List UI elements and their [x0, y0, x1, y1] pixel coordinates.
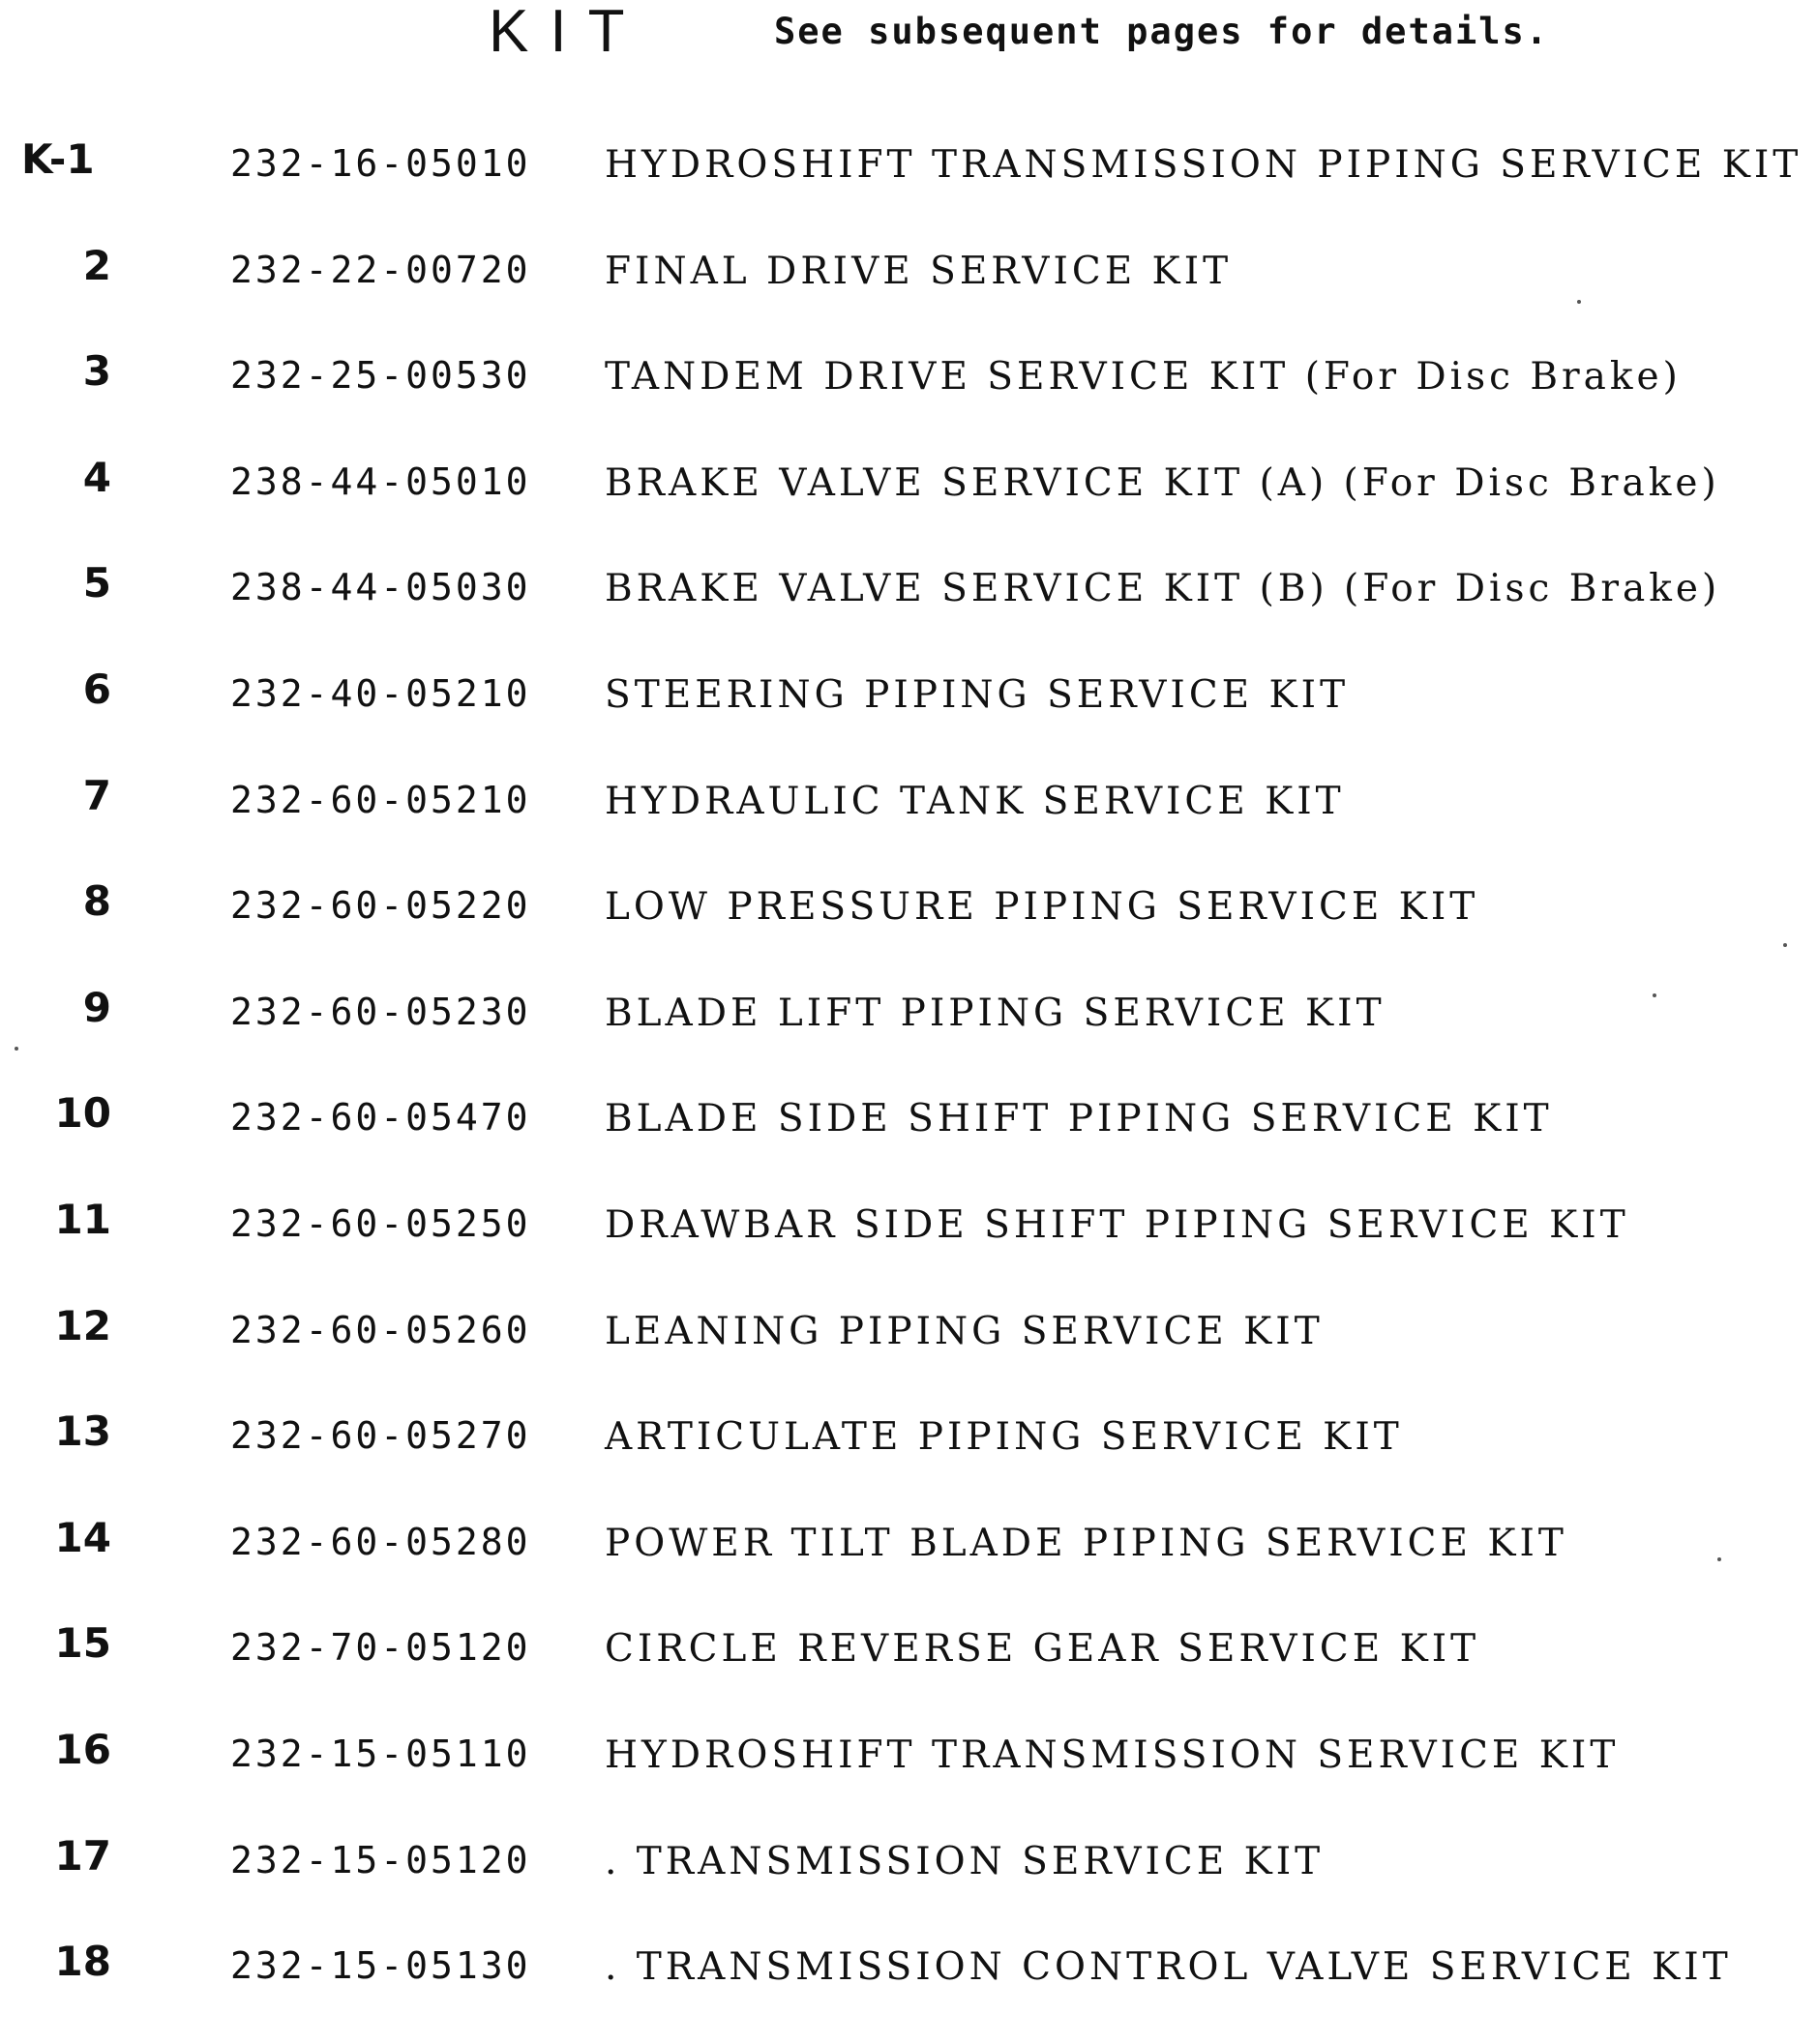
kit-number: 6 [82, 665, 111, 713]
kit-row [0, 1089, 1818, 1196]
kit-description: CIRCLE REVERSE GEAR SERVICE KIT [605, 1627, 1480, 1672]
kit-number: 10 [54, 1089, 111, 1138]
kit-description: HYDROSHIFT TRANSMISSION SERVICE KIT [605, 1733, 1620, 1777]
kit-number: 11 [54, 1195, 111, 1243]
kit-row [0, 877, 1818, 984]
kit-part-number: 232-15-05110 [230, 1732, 531, 1775]
kit-row [0, 666, 1818, 772]
kit-row [0, 347, 1818, 454]
kit-part-number: 232-22-00720 [230, 248, 531, 291]
kit-part-number: 232-60-05470 [230, 1096, 531, 1140]
kit-number: 13 [54, 1407, 111, 1456]
kit-part-number: 232-16-05010 [230, 142, 531, 185]
kit-number: 12 [54, 1301, 111, 1349]
kit-description: LOW PRESSURE PIPING SERVICE KIT [605, 885, 1479, 930]
kit-description: HYDRAULIC TANK SERVICE KIT [605, 779, 1345, 823]
kit-row [0, 242, 1818, 348]
kit-number: 9 [82, 983, 111, 1031]
kit-description: LEANING PIPING SERVICE KIT [605, 1309, 1324, 1353]
kit-part-number: 232-15-05120 [230, 1838, 531, 1881]
kit-number: 8 [82, 877, 111, 926]
kit-description: FINAL DRIVE SERVICE KIT [605, 249, 1233, 293]
kit-part-number: 232-25-00530 [230, 354, 531, 398]
kit-part-number: 232-60-05210 [230, 778, 531, 821]
kit-part-number: 232-60-05250 [230, 1201, 531, 1245]
scan-speck [1717, 1557, 1721, 1561]
kit-number: 3 [82, 347, 111, 396]
kit-part-number: 238-44-05030 [230, 566, 531, 609]
kit-row [0, 135, 1818, 242]
scan-speck [1653, 993, 1656, 997]
kit-description: BRAKE VALVE SERVICE KIT (B) (For Disc Brake) [605, 567, 1721, 611]
kit-description: POWER TILT BLADE PIPING SERVICE KIT [605, 1521, 1567, 1565]
kit-row [0, 772, 1818, 878]
kit-number: 17 [54, 1831, 111, 1880]
kit-part-number: 232-60-05230 [230, 990, 531, 1033]
kit-list [0, 135, 1818, 2044]
kit-part-number: 232-60-05220 [230, 884, 531, 928]
kit-description: STEERING PIPING SERVICE KIT [605, 672, 1350, 717]
kit-part-number: 232-60-05270 [230, 1414, 531, 1458]
kit-number: 14 [54, 1513, 111, 1561]
kit-part-number: 232-15-05130 [230, 1944, 531, 1988]
kit-number: 5 [82, 559, 111, 607]
kit-description: TANDEM DRIVE SERVICE KIT (For Disc Brake) [605, 355, 1682, 400]
kit-description: BRAKE VALVE SERVICE KIT (A) (For Disc Brake) [605, 460, 1720, 505]
kit-row [0, 1302, 1818, 1408]
header-note: See subsequent pages for details. [774, 11, 1550, 52]
kit-description: ARTICULATE PIPING SERVICE KIT [605, 1415, 1403, 1460]
kit-part-number: 238-44-05010 [230, 459, 531, 503]
kit-row [0, 559, 1818, 666]
kit-row [0, 1196, 1818, 1302]
kit-row [0, 1938, 1818, 2044]
kit-number: 15 [54, 1619, 111, 1668]
scan-speck [1783, 943, 1787, 947]
kit-number: 7 [82, 771, 111, 819]
kit-number: 18 [54, 1938, 111, 1986]
kit-row [0, 984, 1818, 1090]
kit-row [0, 1407, 1818, 1514]
kit-part-number: 232-60-05280 [230, 1520, 531, 1563]
kit-description: HYDROSHIFT TRANSMISSION PIPING SERVICE KIT [605, 143, 1803, 187]
kit-description: . TRANSMISSION CONTROL VALVE SERVICE KIT [605, 1945, 1732, 1990]
kit-row [0, 1514, 1818, 1620]
kit-number: 4 [82, 453, 111, 501]
scan-speck [15, 1047, 18, 1051]
kit-description: BLADE SIDE SHIFT PIPING SERVICE KIT [605, 1097, 1553, 1141]
kit-row [0, 1619, 1818, 1726]
kit-part-number: 232-60-05260 [230, 1308, 531, 1351]
kit-description: BLADE LIFT PIPING SERVICE KIT [605, 991, 1386, 1035]
kit-description: . TRANSMISSION SERVICE KIT [605, 1839, 1325, 1883]
kit-row [0, 1832, 1818, 1939]
page-header [0, 0, 1818, 68]
kit-number: 16 [54, 1725, 111, 1773]
scan-speck [1577, 300, 1581, 304]
kit-number: K-1 [21, 135, 95, 183]
kit-description: DRAWBAR SIDE SHIFT PIPING SERVICE KIT [605, 1202, 1629, 1247]
kit-row [0, 1726, 1818, 1832]
kit-number: 2 [82, 241, 111, 289]
kit-row [0, 454, 1818, 560]
kit-part-number: 232-70-05120 [230, 1626, 531, 1670]
kit-part-number: 232-40-05210 [230, 671, 531, 715]
page-title: KIT [489, 0, 646, 65]
